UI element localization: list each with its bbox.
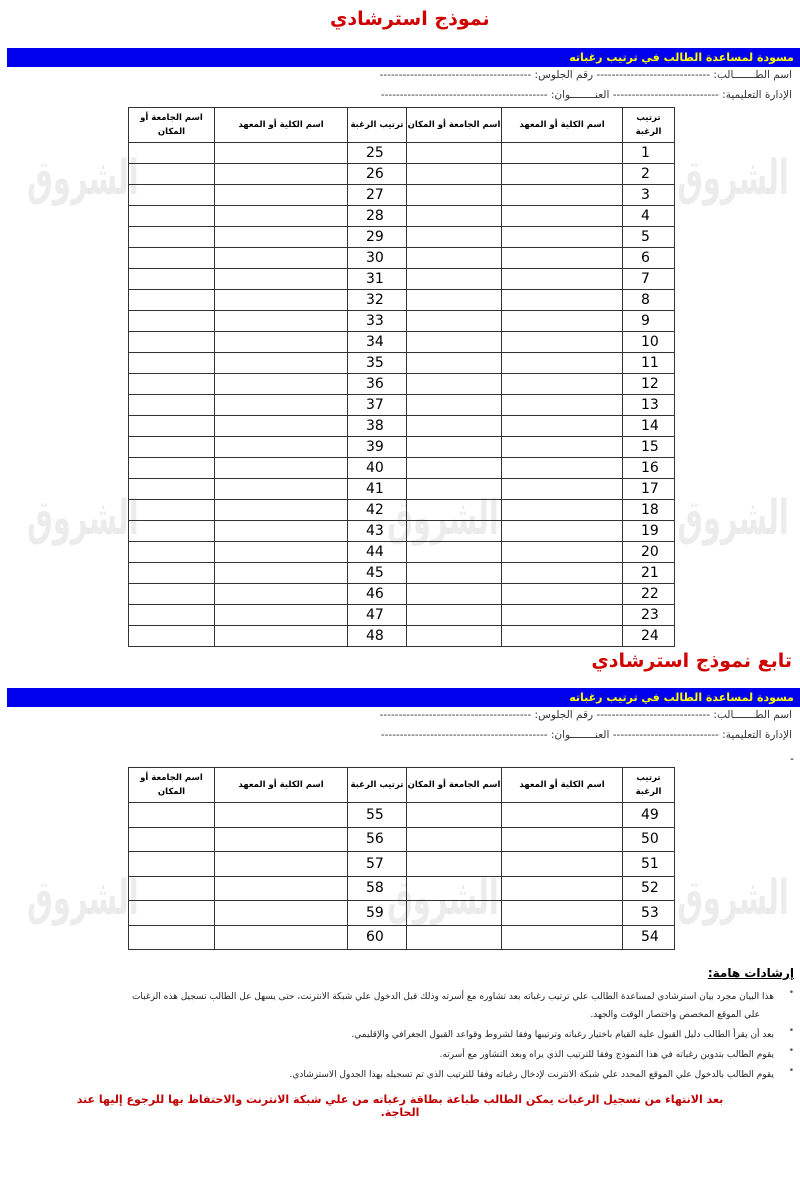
college-cell[interactable] (215, 227, 348, 248)
university-cell[interactable] (407, 269, 502, 290)
table-row (129, 185, 675, 206)
table-row (129, 876, 675, 901)
rank-cell: 35 (348, 353, 407, 374)
college-cell[interactable] (502, 332, 623, 353)
college-cell[interactable] (502, 605, 623, 626)
rank-cell: 57 (348, 852, 407, 877)
table-row (129, 206, 675, 227)
rank-cell: 16 (623, 458, 675, 479)
watermark-logo: الشروق (27, 490, 139, 546)
rank-cell: 33 (348, 311, 407, 332)
rank-cell: 59 (348, 901, 407, 926)
table-row (129, 353, 675, 374)
preferences-table-2 (128, 767, 675, 950)
college-cell[interactable] (215, 563, 348, 584)
college-cell[interactable] (502, 353, 623, 374)
college-cell[interactable] (215, 374, 348, 395)
college-cell[interactable] (215, 521, 348, 542)
watermark-logo: الشروق (677, 150, 789, 206)
preferences-table-1 (128, 107, 675, 647)
college-cell[interactable] (502, 227, 623, 248)
college-cell[interactable] (502, 311, 623, 332)
university-cell[interactable] (407, 852, 502, 877)
table-row (129, 143, 675, 164)
college-cell[interactable] (502, 185, 623, 206)
university-cell[interactable] (129, 626, 215, 647)
rank-cell: 50 (623, 827, 675, 852)
rank-cell: 25 (348, 143, 407, 164)
university-cell[interactable] (407, 500, 502, 521)
student-name-line: اسم الطـــــــالب: ------------------------------ رقم الجلوس: ---------------------------------------- (379, 709, 792, 721)
college-cell[interactable] (215, 876, 348, 901)
college-cell[interactable] (215, 164, 348, 185)
rank-cell: 43 (348, 521, 407, 542)
university-cell[interactable] (407, 584, 502, 605)
bullet-icon: • (788, 988, 794, 998)
university-cell[interactable] (129, 437, 215, 458)
college-cell[interactable] (215, 584, 348, 605)
table-row (129, 290, 675, 311)
table-row (129, 227, 675, 248)
table-row (129, 542, 675, 563)
college-cell[interactable] (502, 395, 623, 416)
college-cell[interactable] (215, 206, 348, 227)
university-cell[interactable] (129, 143, 215, 164)
university-cell[interactable] (129, 248, 215, 269)
rank-cell: 20 (623, 542, 675, 563)
rank-cell: 39 (348, 437, 407, 458)
rank-cell: 32 (348, 290, 407, 311)
university-cell[interactable] (129, 416, 215, 437)
college-cell[interactable] (215, 353, 348, 374)
university-cell[interactable] (129, 901, 215, 926)
table-row (129, 827, 675, 852)
university-cell[interactable] (407, 332, 502, 353)
university-cell[interactable] (407, 803, 502, 828)
college-cell[interactable] (502, 248, 623, 269)
university-cell[interactable] (407, 605, 502, 626)
col-header-university: اسم الجامعة أو المكان (407, 768, 502, 803)
college-cell[interactable] (215, 542, 348, 563)
watermark-logo: الشروق (387, 870, 499, 926)
col-header-rank: ترتيب الرغبة (623, 108, 675, 143)
rank-cell: 56 (348, 827, 407, 852)
table-row (129, 437, 675, 458)
rank-cell: 52 (623, 876, 675, 901)
rank-cell: 29 (348, 227, 407, 248)
rank-cell: 42 (348, 500, 407, 521)
rank-cell: 15 (623, 437, 675, 458)
college-cell[interactable] (215, 827, 348, 852)
table-row (129, 563, 675, 584)
rank-cell: 48 (348, 626, 407, 647)
university-cell[interactable] (407, 290, 502, 311)
col-header-rank: ترتيب الرغبة (623, 768, 675, 803)
student-name-line: اسم الطـــــــالب: ------------------------------ رقم الجلوس: ---------------------------------------- (379, 69, 792, 81)
watermark-logo: الشروق (387, 490, 499, 546)
university-cell[interactable] (129, 500, 215, 521)
university-cell[interactable] (407, 901, 502, 926)
college-cell[interactable] (502, 563, 623, 584)
college-cell[interactable] (215, 332, 348, 353)
col-header-college: اسم الكلية أو المعهد (502, 108, 623, 143)
university-cell[interactable] (129, 374, 215, 395)
university-cell[interactable] (129, 563, 215, 584)
rank-cell: 46 (348, 584, 407, 605)
college-cell[interactable] (215, 269, 348, 290)
rank-cell: 2 (623, 164, 675, 185)
important-notes-heading: إرشادات هامة: (707, 966, 794, 980)
university-cell[interactable] (407, 876, 502, 901)
university-cell[interactable] (407, 563, 502, 584)
university-cell[interactable] (407, 458, 502, 479)
note-item: علي الموقع المخصص واختصار الوقت والجهد. (590, 1010, 760, 1020)
rank-cell: 9 (623, 311, 675, 332)
college-cell[interactable] (502, 542, 623, 563)
rank-cell: 60 (348, 925, 407, 950)
col-header-university: اسم الجامعة أو المكان (407, 108, 502, 143)
college-cell[interactable] (215, 458, 348, 479)
college-cell[interactable] (502, 164, 623, 185)
rank-cell: 22 (623, 584, 675, 605)
college-cell[interactable] (502, 269, 623, 290)
college-cell[interactable] (215, 500, 348, 521)
college-cell[interactable] (215, 803, 348, 828)
university-cell[interactable] (129, 852, 215, 877)
university-cell[interactable] (407, 206, 502, 227)
college-cell[interactable] (215, 626, 348, 647)
university-cell[interactable] (129, 185, 215, 206)
rank-cell: 49 (623, 803, 675, 828)
col-header-college: اسم الكلية أو المعهد (215, 768, 348, 803)
col-header-college: اسم الكلية أو المعهد (502, 768, 623, 803)
rank-cell: 3 (623, 185, 675, 206)
university-cell[interactable] (129, 521, 215, 542)
rank-cell: 53 (623, 901, 675, 926)
table-row (129, 479, 675, 500)
university-cell[interactable] (407, 143, 502, 164)
rank-cell: 13 (623, 395, 675, 416)
university-cell[interactable] (129, 353, 215, 374)
university-cell[interactable] (407, 416, 502, 437)
note-item: هذا البيان مجرد بيان استرشادي لمساعدة الطالب علي ترتيب رغباته بعد تشاوره مع أسرته وذلك قبل الدخول علي شبكة الانترنت، حتى يسهل عل الطالب تسجيل هذه الرغبات (131, 992, 774, 1002)
rank-cell: 40 (348, 458, 407, 479)
rank-cell: 7 (623, 269, 675, 290)
university-cell[interactable] (407, 164, 502, 185)
college-cell[interactable] (502, 206, 623, 227)
col-header-university: اسم الجامعة أو المكان (129, 108, 215, 143)
college-cell[interactable] (215, 416, 348, 437)
university-cell[interactable] (129, 206, 215, 227)
table-row (129, 901, 675, 926)
university-cell[interactable] (407, 248, 502, 269)
university-cell[interactable] (407, 374, 502, 395)
table-row (129, 521, 675, 542)
college-cell[interactable] (502, 901, 623, 926)
college-cell[interactable] (215, 925, 348, 950)
university-cell[interactable] (407, 542, 502, 563)
college-cell[interactable] (215, 311, 348, 332)
table-row (129, 605, 675, 626)
table-row (129, 500, 675, 521)
college-cell[interactable] (502, 827, 623, 852)
table-row (129, 626, 675, 647)
university-cell[interactable] (407, 479, 502, 500)
rank-cell: 30 (348, 248, 407, 269)
college-cell[interactable] (215, 143, 348, 164)
watermark-logo: الشروق (27, 150, 139, 206)
university-cell[interactable] (129, 827, 215, 852)
rank-cell: 6 (623, 248, 675, 269)
college-cell[interactable] (215, 605, 348, 626)
university-cell[interactable] (129, 227, 215, 248)
college-cell[interactable] (215, 437, 348, 458)
rank-cell: 4 (623, 206, 675, 227)
university-cell[interactable] (407, 395, 502, 416)
college-cell[interactable] (502, 852, 623, 877)
university-cell[interactable] (407, 227, 502, 248)
college-cell[interactable] (502, 290, 623, 311)
rank-cell: 10 (623, 332, 675, 353)
university-cell[interactable] (129, 269, 215, 290)
dash-mark: - (790, 752, 794, 765)
university-cell[interactable] (407, 925, 502, 950)
university-cell[interactable] (129, 164, 215, 185)
university-cell[interactable] (407, 437, 502, 458)
college-cell[interactable] (215, 852, 348, 877)
page-title: نموذج استرشادي (330, 8, 490, 30)
university-cell[interactable] (407, 521, 502, 542)
college-cell[interactable] (215, 290, 348, 311)
college-cell[interactable] (502, 374, 623, 395)
college-cell[interactable] (502, 521, 623, 542)
bullet-icon: • (788, 1066, 794, 1076)
rank-cell: 55 (348, 803, 407, 828)
rank-cell: 37 (348, 395, 407, 416)
col-header-college: اسم الكلية أو المعهد (215, 108, 348, 143)
university-cell[interactable] (129, 311, 215, 332)
rank-cell: 36 (348, 374, 407, 395)
table-row (129, 374, 675, 395)
draft-header-bar: مسودة لمساعدة الطالب في ترتيب رغباته (7, 48, 800, 67)
university-cell[interactable] (129, 290, 215, 311)
rank-cell: 17 (623, 479, 675, 500)
rank-cell: 58 (348, 876, 407, 901)
rank-cell: 14 (623, 416, 675, 437)
table-row (129, 584, 675, 605)
rank-cell: 1 (623, 143, 675, 164)
directorate-address-line: الإدارة التعليمية: ---------------------------- العنــــــــوان: -------------------------------------------- (380, 89, 792, 101)
rank-cell: 21 (623, 563, 675, 584)
bullet-icon: • (788, 1046, 794, 1056)
college-cell[interactable] (502, 626, 623, 647)
university-cell[interactable] (407, 827, 502, 852)
rank-cell: 8 (623, 290, 675, 311)
rank-cell: 11 (623, 353, 675, 374)
draft-header-bar: مسودة لمساعدة الطالب في ترتيب رغباته (7, 688, 800, 707)
university-cell[interactable] (129, 605, 215, 626)
university-cell[interactable] (129, 332, 215, 353)
table-row (129, 803, 675, 828)
university-cell[interactable] (407, 185, 502, 206)
bullet-icon: • (788, 1026, 794, 1036)
col-header-rank: ترتيب الرغبة (348, 768, 407, 803)
table-row (129, 332, 675, 353)
rank-cell: 41 (348, 479, 407, 500)
watermark-logo: الشروق (677, 870, 789, 926)
college-cell[interactable] (502, 437, 623, 458)
rank-cell: 31 (348, 269, 407, 290)
table-row (129, 925, 675, 950)
college-cell[interactable] (215, 248, 348, 269)
table-row (129, 852, 675, 877)
college-cell[interactable] (502, 143, 623, 164)
directorate-address-line: الإدارة التعليمية: ---------------------------- العنــــــــوان: -------------------------------------------- (380, 729, 792, 741)
rank-cell: 45 (348, 563, 407, 584)
university-cell[interactable] (129, 803, 215, 828)
rank-cell: 26 (348, 164, 407, 185)
university-cell[interactable] (129, 479, 215, 500)
university-cell[interactable] (129, 876, 215, 901)
university-cell[interactable] (129, 395, 215, 416)
rank-cell: 24 (623, 626, 675, 647)
college-cell[interactable] (502, 584, 623, 605)
note-item: يقوم الطالب بالدخول علي الموقع المحدد علي شبكة الانترنت لإدخال رغباته وفقا للترتيب الذي تم تسجيله بهذا الجدول الاسترشادي. (289, 1070, 774, 1080)
watermark-logo: الشروق (677, 490, 789, 546)
table-row (129, 395, 675, 416)
table-row (129, 458, 675, 479)
table-row (129, 164, 675, 185)
college-cell[interactable] (215, 395, 348, 416)
college-cell[interactable] (502, 803, 623, 828)
rank-cell: 54 (623, 925, 675, 950)
rank-cell: 27 (348, 185, 407, 206)
college-cell[interactable] (215, 185, 348, 206)
college-cell[interactable] (502, 925, 623, 950)
college-cell[interactable] (502, 458, 623, 479)
university-cell[interactable] (129, 925, 215, 950)
table-row (129, 311, 675, 332)
university-cell[interactable] (407, 311, 502, 332)
college-cell[interactable] (215, 479, 348, 500)
table-row (129, 416, 675, 437)
rank-cell: 5 (623, 227, 675, 248)
col-header-university: اسم الجامعة أو المكان (129, 768, 215, 803)
university-cell[interactable] (407, 353, 502, 374)
rank-cell: 34 (348, 332, 407, 353)
note-item: يقوم الطالب بتدوين رغباته في هذا النموذج وفقا للترتيب الذي يراه وبعد التشاور مع أسرته. (439, 1050, 774, 1060)
rank-cell: 18 (623, 500, 675, 521)
continuation-title: تابع نموذج استرشادي (591, 650, 792, 672)
college-cell[interactable] (502, 479, 623, 500)
rank-cell: 23 (623, 605, 675, 626)
rank-cell: 28 (348, 206, 407, 227)
college-cell[interactable] (502, 876, 623, 901)
table-row (129, 248, 675, 269)
university-cell[interactable] (129, 584, 215, 605)
college-cell[interactable] (215, 901, 348, 926)
rank-cell: 12 (623, 374, 675, 395)
rank-cell: 44 (348, 542, 407, 563)
college-cell[interactable] (502, 500, 623, 521)
university-cell[interactable] (129, 458, 215, 479)
rank-cell: 51 (623, 852, 675, 877)
note-item: بعد أن يقرأ الطالب دليل القبول عليه القيام باختيار رغباته وترتيبها وفقا لشروط وقواعد القبول الجغرافي والإقليمي. (351, 1030, 774, 1040)
table-row (129, 269, 675, 290)
rank-cell: 19 (623, 521, 675, 542)
university-cell[interactable] (407, 626, 502, 647)
col-header-rank: ترتيب الرغبة (348, 108, 407, 143)
rank-cell: 47 (348, 605, 407, 626)
final-instruction: بعد الانتهاء من تسجيل الرغبات يمكن الطالب طباعة بطاقة رغباته من علي شبكة الانترنت والاحتفاظ بها للرجوع إليها عند الحاجة. (76, 1093, 724, 1119)
watermark-logo: الشروق (27, 870, 139, 926)
university-cell[interactable] (129, 542, 215, 563)
rank-cell: 38 (348, 416, 407, 437)
college-cell[interactable] (502, 416, 623, 437)
